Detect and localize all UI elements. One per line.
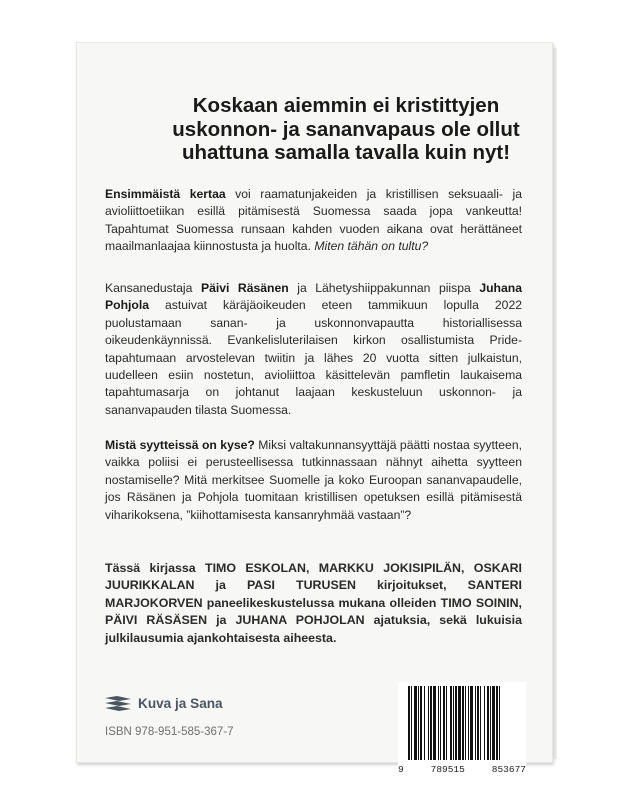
barcode-bar xyxy=(430,686,432,760)
barcode-bar xyxy=(470,686,473,760)
contents-paragraph: Tässä kirjassa TIMO ESKOLAN, MARKKU JOKISIPILÄN, OSKARI JUURIKKALAN ja PASI TURUSEN kirjoitukset, SANTERI MARJOKORVEN paneelikeskustelussa mukana olleiden TIMO SOININ, PÄIVI RÄSÄSEN ja JUHANA POHJOLAN ajatuksia, sekä lukuisia julkilausumia ajankohtaisesta aiheesta. xyxy=(105,561,522,645)
headline-line-2: uskonnon- ja sananvapaus ole ollut xyxy=(172,117,520,141)
intro-bold-lead: Ensimmäistä kertaa xyxy=(105,187,226,201)
barcode-bar xyxy=(499,686,500,760)
barcode-bar xyxy=(450,686,452,760)
barcode-bar xyxy=(446,686,447,760)
questions-text: Miksi valtakunnansyyttäjä päätti nostaa syytteen, vaikka poliisi ei perusteellisessa tutkinnassaan nähnyt aihetta syytteen nostamiselle? Mitä merkitsee Suomelle ja koko Euroopan sananvapaudelle, jos Räsänen ja Pohjola tuomitaan kristillisen opetuksen esillä pitämisestä viharikoksena, ”kiihottamisesta kansanryhmää vastaan”? xyxy=(105,438,522,522)
background-paragraph xyxy=(105,280,522,419)
barcode-bar xyxy=(468,686,469,760)
barcode-bar xyxy=(477,686,479,760)
barcode-bar xyxy=(458,686,461,760)
barcode-bar xyxy=(455,686,457,760)
barcode-bar xyxy=(492,686,495,760)
isbn-number: ISBN 978-951-585-367-7 xyxy=(105,726,234,738)
barcode-bar xyxy=(414,686,417,760)
publisher-logo xyxy=(104,694,223,712)
barcode-bar xyxy=(428,686,429,760)
barcode-bar xyxy=(411,686,412,760)
barcode-digits-right: 853677 xyxy=(491,764,526,775)
barcode-digits xyxy=(398,764,526,775)
barcode-bar xyxy=(480,686,481,760)
barcode-bar xyxy=(475,686,476,760)
name-paivi-rasanen: Päivi Räsänen xyxy=(200,281,289,295)
headline xyxy=(156,94,536,165)
barcode-bar xyxy=(443,686,445,760)
barcode-bar xyxy=(484,686,485,760)
barcode-bar xyxy=(496,686,498,760)
questions-paragraph xyxy=(105,437,522,524)
stacked-books-icon xyxy=(104,694,132,712)
publisher-name: Kuva ja Sana xyxy=(138,695,223,711)
background-text-1: Kansanedustaja xyxy=(105,281,201,295)
barcode-bar xyxy=(453,686,454,760)
intro-text: voi raamatunjakeiden ja kristillisen seksuaali- ja avioliittoetiikan esillä pitämisestä Suomessa saada jopa vankeutta! Tapahtumat Suomessa runsaan kahden vuoden aikana ovat herättäneet maailmanlaajaa kiinnostusta ja huolta. xyxy=(105,187,522,254)
barcode-bar xyxy=(440,686,441,760)
barcode-digits-left: 789515 xyxy=(430,764,465,775)
headline-line-3: uhattuna samalla tavalla kuin nyt! xyxy=(181,141,511,164)
barcode-bar xyxy=(462,686,464,760)
barcode xyxy=(398,682,526,768)
barcode-bar xyxy=(418,686,419,760)
book-back-cover xyxy=(76,42,553,775)
barcode-bar xyxy=(465,686,466,760)
barcode-digit-first: 9 xyxy=(398,764,404,775)
barcode-bar xyxy=(408,686,410,760)
headline-line-1: Koskaan aiemmin ei kristittyjen xyxy=(192,94,500,117)
barcode-bar xyxy=(438,686,439,760)
questions-bold-lead: Mistä syytteissä on kyse? xyxy=(105,438,255,452)
barcode-bar xyxy=(433,686,436,760)
barcode-bar xyxy=(487,686,489,760)
barcode-bar xyxy=(420,686,422,760)
intro-question: Miten tähän on tultu? xyxy=(314,239,429,254)
barcode-bar xyxy=(490,686,491,760)
barcode-bar xyxy=(424,686,425,760)
background-text-3: astuivat käräjäoikeuden eteen tammikuun lopulla 2022 puolustamaan sanan- ja uskonnonvapautta historiallisessa oikeudenkäynnissä. Evankelisluterilaisen kirkon osallistumista Pride-tapahtumaan arvostelevan twiitin ja lähes 20 vuotta sitten julkaistun, uudelleen esiin nostetun, avioliittoa käsittelevän pamfletin laukaisema tapahtumasarja on johtanut laajaan keskusteluun uskonnon- ja sananvapauden tilasta Suomessa. xyxy=(105,298,522,417)
background-text-2: ja Lähetyshiippakunnan piispa xyxy=(288,281,480,295)
intro-paragraph xyxy=(105,186,522,256)
name-juhana-pohjola: Juhana Pohjola xyxy=(105,281,522,313)
